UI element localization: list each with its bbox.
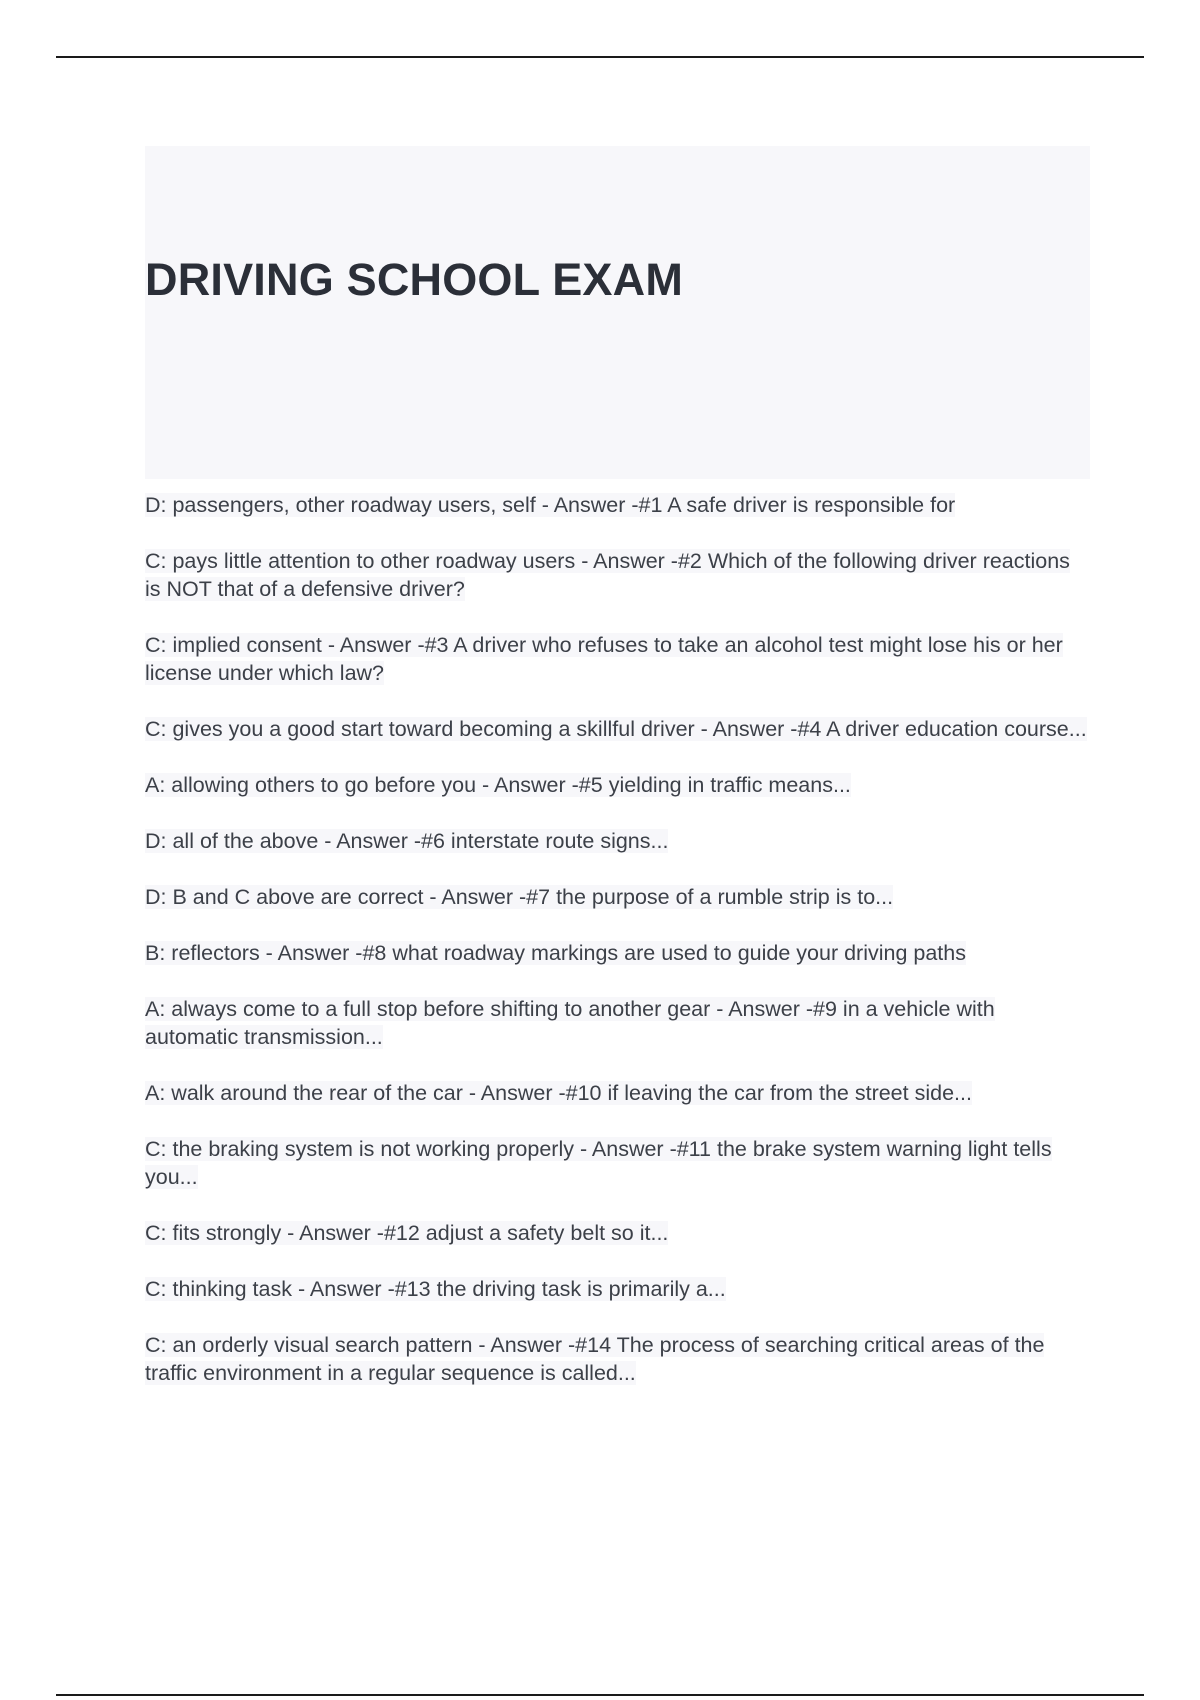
title-block — [145, 146, 1090, 479]
qa-item — [145, 827, 1090, 855]
qa-item-text: C: pays little attention to other roadway users - Answer -#2 Which of the following driver reactions is NOT that of a defensive driver? — [145, 549, 1070, 601]
qa-item-text: A: allowing others to go before you - Answer -#5 yielding in traffic means... — [145, 773, 851, 797]
qa-item — [145, 939, 1090, 967]
qa-item-text: D: B and C above are correct - Answer -#7 the purpose of a rumble strip is to... — [145, 885, 894, 909]
qa-item — [145, 1331, 1090, 1387]
qa-item — [145, 715, 1090, 743]
qa-item-text: D: passengers, other roadway users, self - Answer -#1 A safe driver is responsible for — [145, 493, 956, 517]
document-title: DRIVING SCHOOL EXAM — [145, 254, 684, 305]
qa-item-text: C: thinking task - Answer -#13 the driving task is primarily a... — [145, 1277, 726, 1301]
qa-item — [145, 995, 1090, 1051]
qa-item — [145, 547, 1090, 603]
qa-item — [145, 1135, 1090, 1191]
qa-item-text: C: gives you a good start toward becoming a skillful driver - Answer -#4 A driver education course... — [145, 717, 1087, 741]
qa-item-text: C: implied consent - Answer -#3 A driver who refuses to take an alcohol test might lose his or her license under which law? — [145, 633, 1063, 685]
document-content — [145, 146, 1090, 1415]
qa-list — [145, 491, 1090, 1387]
qa-item — [145, 771, 1090, 799]
qa-item-text: D: all of the above - Answer -#6 interstate route signs... — [145, 829, 669, 853]
qa-item-text: C: an orderly visual search pattern - Answer -#14 The process of searching critical areas of the traffic environment in a regular sequence is called... — [145, 1333, 1045, 1385]
qa-item — [145, 491, 1090, 519]
bottom-rule — [56, 1694, 1144, 1696]
qa-item-text: B: reflectors - Answer -#8 what roadway markings are used to guide your driving paths — [145, 941, 966, 965]
top-rule — [56, 56, 1144, 58]
qa-item — [145, 631, 1090, 687]
qa-item-text: C: the braking system is not working properly - Answer -#11 the brake system warning light tells you... — [145, 1137, 1052, 1189]
qa-item — [145, 883, 1090, 911]
qa-item-text: C: fits strongly - Answer -#12 adjust a safety belt so it... — [145, 1221, 669, 1245]
qa-item-text: A: walk around the rear of the car - Answer -#10 if leaving the car from the street side... — [145, 1081, 972, 1105]
qa-item-text: A: always come to a full stop before shifting to another gear - Answer -#9 in a vehicle with automatic transmission... — [145, 997, 995, 1049]
qa-item — [145, 1219, 1090, 1247]
qa-item — [145, 1079, 1090, 1107]
qa-item — [145, 1275, 1090, 1303]
